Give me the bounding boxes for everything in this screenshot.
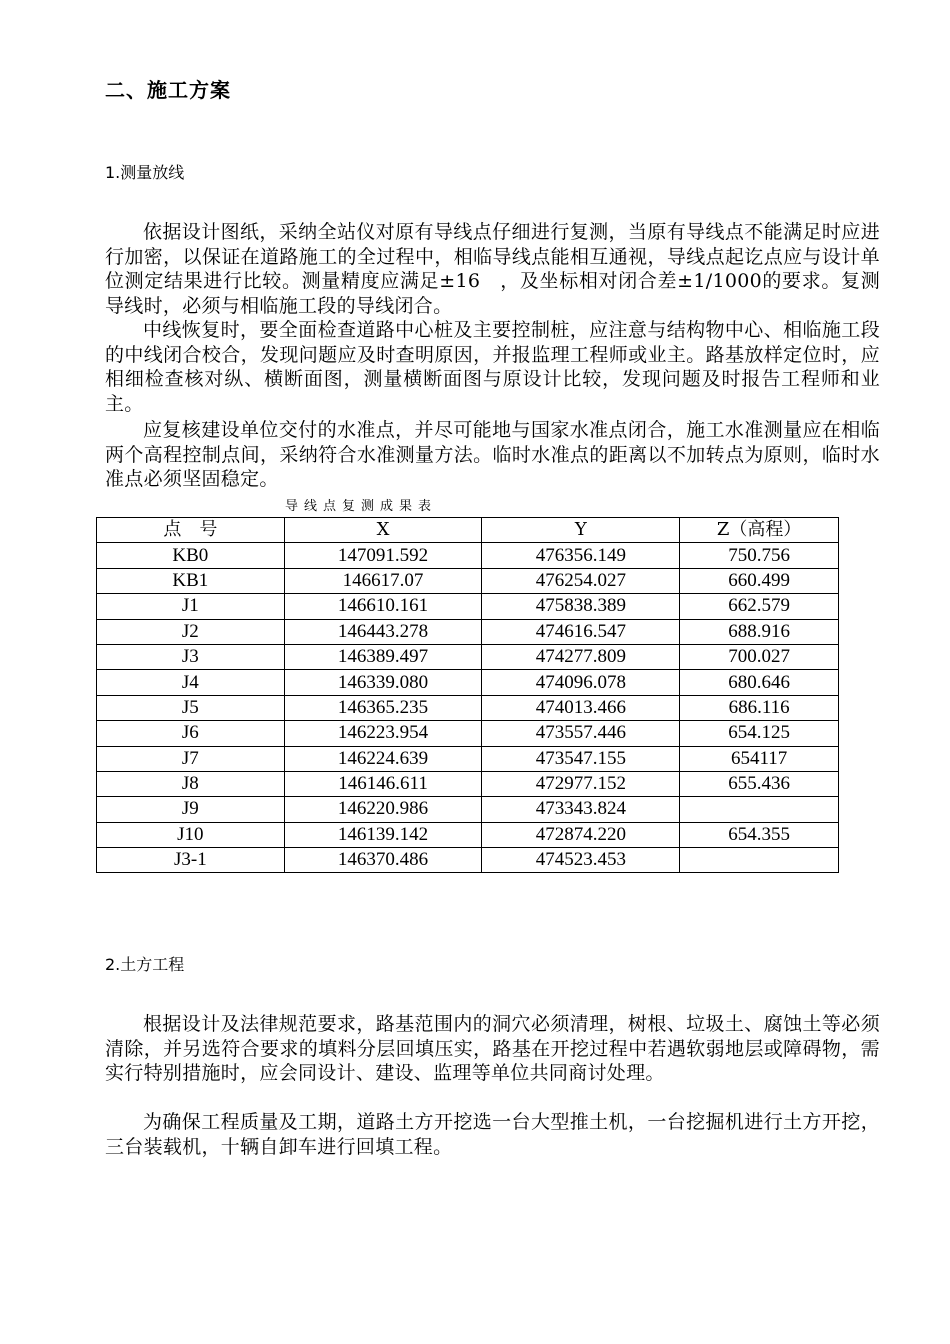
table-row — [97, 797, 839, 822]
cell-x: 146443.278 — [284, 619, 482, 644]
cell-y: 474523.453 — [482, 848, 680, 873]
table-row — [97, 594, 839, 619]
cell-y: 474277.809 — [482, 644, 680, 669]
cell-point: J9 — [97, 797, 285, 822]
table-row — [97, 695, 839, 720]
header-z: Z（高程） — [680, 518, 839, 543]
subsection-title-earthwork: 2.土方工程 — [105, 955, 185, 974]
header-x: X — [284, 518, 482, 543]
cell-z: 654.355 — [680, 822, 839, 847]
table-header-row — [97, 518, 839, 543]
cell-x: 146139.142 — [284, 822, 482, 847]
table-row — [97, 848, 839, 873]
cell-x: 146146.611 — [284, 771, 482, 796]
survey-paragraph-3: 应复核建设单位交付的水准点，并尽可能地与国家水准点闭合，施工水准测量应在相临两个高程控制点间，采纳符合水准测量方法。临时水准点的距离以不加转点为原则，临时水准点必须坚固稳定。 — [105, 419, 880, 490]
table-row — [97, 670, 839, 695]
cell-point: J1 — [97, 594, 285, 619]
header-y: Y — [482, 518, 680, 543]
cell-point: KB1 — [97, 568, 285, 593]
cell-point: KB0 — [97, 543, 285, 568]
cell-z: 662.579 — [680, 594, 839, 619]
table-row — [97, 644, 839, 669]
cell-point: J7 — [97, 746, 285, 771]
table-row — [97, 822, 839, 847]
survey-paragraph-2: 中线恢复时，要全面检查道路中心桩及主要控制桩，应注意与结构物中心、相临施工段的中线闭合校合，发现问题应及时查明原因，并报监理工程师或业主。路基放样定位时，应相细检查核对纵、横断面图，测量横断面图与原设计比较，发现问题及时报告工程师和业主。 — [105, 319, 880, 415]
cell-z: 660.499 — [680, 568, 839, 593]
cell-z: 655.436 — [680, 771, 839, 796]
cell-x: 146610.161 — [284, 594, 482, 619]
earthwork-paragraph-1: 根据设计及法律规范要求，路基范围内的洞穴必须清理，树根、垃圾土、腐蚀土等必须清除，并另选符合要求的填料分层回填压实，路基在开挖过程中若遇软弱地层或障碍物，需实行特别措施时，应会同设计、建设、监理等单位共同商讨处理。 — [105, 1013, 880, 1084]
table-row — [97, 619, 839, 644]
cell-x: 146389.497 — [284, 644, 482, 669]
cell-x: 146339.080 — [284, 670, 482, 695]
cell-y: 474013.466 — [482, 695, 680, 720]
cell-y: 473343.824 — [482, 797, 680, 822]
cell-y: 474616.547 — [482, 619, 680, 644]
cell-x: 146220.986 — [284, 797, 482, 822]
cell-y: 473547.155 — [482, 746, 680, 771]
cell-x: 147091.592 — [284, 543, 482, 568]
table-row — [97, 543, 839, 568]
table-caption: 导线点复测成果表 — [285, 499, 438, 514]
cell-x: 146365.235 — [284, 695, 482, 720]
cell-x: 146617.07 — [284, 568, 482, 593]
survey-paragraph-1: 依据设计图纸，采纳全站仪对原有导线点仔细进行复测，当原有导线点不能满足时应进行加密，以保证在道路施工的全过程中，相临导线点能相互通视，导线点起讫点应与设计单位测定结果进行比较。测量精度应满足±16 ，及坐标相对闭合差±1/1000的要求。复测导线时，必须与相临施工段的导线闭合。 — [105, 221, 880, 317]
table-row — [97, 568, 839, 593]
cell-y: 474096.078 — [482, 670, 680, 695]
table-row — [97, 746, 839, 771]
cell-y: 472977.152 — [482, 771, 680, 796]
cell-point: J4 — [97, 670, 285, 695]
cell-z: 750.756 — [680, 543, 839, 568]
header-point: 点 号 — [97, 518, 285, 543]
cell-point: J5 — [97, 695, 285, 720]
section-title: 二、施工方案 — [105, 78, 231, 102]
cell-z: 700.027 — [680, 644, 839, 669]
cell-y: 475838.389 — [482, 594, 680, 619]
cell-point: J3-1 — [97, 848, 285, 873]
cell-y: 473557.446 — [482, 721, 680, 746]
cell-z: 680.646 — [680, 670, 839, 695]
cell-x: 146223.954 — [284, 721, 482, 746]
cell-z: 654117 — [680, 746, 839, 771]
cell-point: J6 — [97, 721, 285, 746]
cell-point: J8 — [97, 771, 285, 796]
cell-point: J3 — [97, 644, 285, 669]
cell-z: 686.116 — [680, 695, 839, 720]
cell-x: 146370.486 — [284, 848, 482, 873]
traverse-point-table — [96, 517, 839, 873]
cell-y: 476356.149 — [482, 543, 680, 568]
cell-z: 654.125 — [680, 721, 839, 746]
subsection-title-survey: 1.测量放线 — [105, 163, 185, 182]
cell-z: 688.916 — [680, 619, 839, 644]
earthwork-paragraph-2: 为确保工程质量及工期，道路土方开挖选一台大型推土机，一台挖掘机进行土方开挖，三台装载机，十辆自卸车进行回填工程。 — [105, 1111, 880, 1158]
cell-point: J2 — [97, 619, 285, 644]
cell-point: J10 — [97, 822, 285, 847]
cell-y: 472874.220 — [482, 822, 680, 847]
cell-z — [680, 797, 839, 822]
cell-x: 146224.639 — [284, 746, 482, 771]
cell-z — [680, 848, 839, 873]
table-row — [97, 771, 839, 796]
cell-y: 476254.027 — [482, 568, 680, 593]
table-row — [97, 721, 839, 746]
